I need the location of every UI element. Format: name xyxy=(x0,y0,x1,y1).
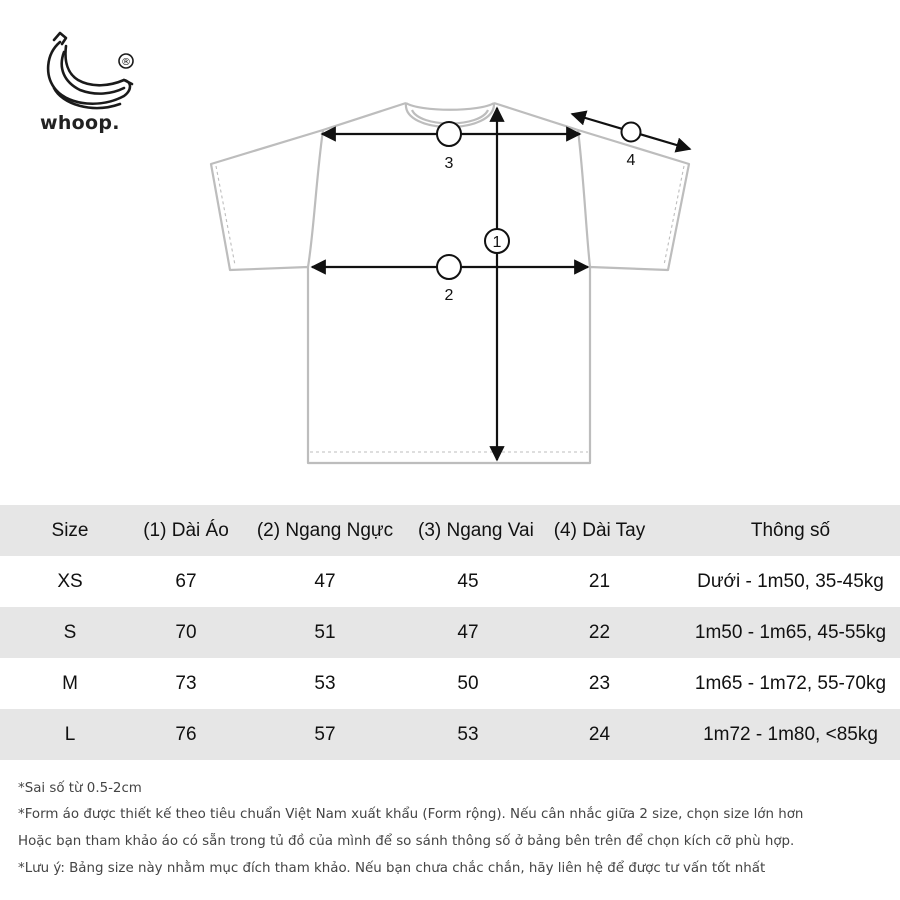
header-size: Size xyxy=(51,519,89,541)
header-length: (1) Dài Áo xyxy=(143,519,229,541)
cell-chest: 47 xyxy=(314,570,336,592)
table-row xyxy=(0,658,900,709)
cell-spec: 1m50 - 1m65, 45-55kg xyxy=(694,621,887,643)
cell-shoulder: 47 xyxy=(457,621,479,643)
cell-size: S xyxy=(63,621,77,643)
note-form-line1: *Form áo được thiết kế theo tiêu chuẩn Việt Nam xuất khẩu (Form rộng). Nếu cân nhắc giữa 2 size, chọn size lớn hơn xyxy=(18,807,804,822)
cell-sleeve: 21 xyxy=(588,570,611,592)
cell-chest: 53 xyxy=(314,672,336,694)
cell-length: 67 xyxy=(175,570,197,592)
table-row xyxy=(0,709,900,760)
cell-sleeve: 24 xyxy=(588,723,611,745)
shoulder-marker xyxy=(437,122,461,146)
cell-length: 76 xyxy=(175,723,197,745)
header-sleeve: (4) Dài Tay xyxy=(553,519,646,541)
label-2: 2 xyxy=(444,287,454,304)
cell-shoulder: 50 xyxy=(457,672,479,694)
cell-chest: 57 xyxy=(314,723,336,745)
cell-shoulder: 53 xyxy=(457,723,479,745)
cell-size: L xyxy=(64,723,76,745)
cell-length: 73 xyxy=(175,672,197,694)
header-shoulder: (3) Ngang Vai xyxy=(418,519,534,541)
header-chest: (2) Ngang Ngực xyxy=(256,519,394,541)
table-row xyxy=(0,556,900,607)
note-disclaimer: *Lưu ý: Bảng size này nhằm mục đích tham khảo. Nếu bạn chưa chắc chắn, hãy liên hệ để được tư vấn tốt nhất xyxy=(18,861,766,876)
cell-size: XS xyxy=(57,570,83,592)
registered-mark: ® xyxy=(121,57,131,68)
chest-marker xyxy=(437,255,461,279)
label-4: 4 xyxy=(626,152,636,169)
table-header-row xyxy=(0,505,900,556)
cell-spec: 1m65 - 1m72, 55-70kg xyxy=(694,672,887,694)
cell-spec: Dưới - 1m50, 35-45kg xyxy=(697,570,884,592)
cell-spec: 1m72 - 1m80, <85kg xyxy=(703,723,878,745)
cell-shoulder: 45 xyxy=(457,570,479,592)
header-spec: Thông số xyxy=(750,519,831,541)
note-form-line2: Hoặc bạn tham khảo áo có sẵn trong tủ đồ của mình để so sánh thông số ở bảng bên trên để chọn kích cỡ phù hợp. xyxy=(18,834,795,849)
size-table xyxy=(0,505,900,760)
label-1: 1 xyxy=(492,234,502,251)
cell-sleeve: 23 xyxy=(588,672,611,694)
label-3: 3 xyxy=(444,155,454,172)
sleeve-marker xyxy=(622,123,641,142)
table-row xyxy=(0,607,900,658)
note-tolerance: *Sai số từ 0.5-2cm xyxy=(18,781,142,796)
brand-name: whoop. xyxy=(40,112,120,134)
notes xyxy=(18,779,888,878)
cell-length: 70 xyxy=(175,621,197,643)
cell-sleeve: 22 xyxy=(588,621,611,643)
cell-chest: 51 xyxy=(314,621,336,643)
cell-size: M xyxy=(62,672,78,694)
